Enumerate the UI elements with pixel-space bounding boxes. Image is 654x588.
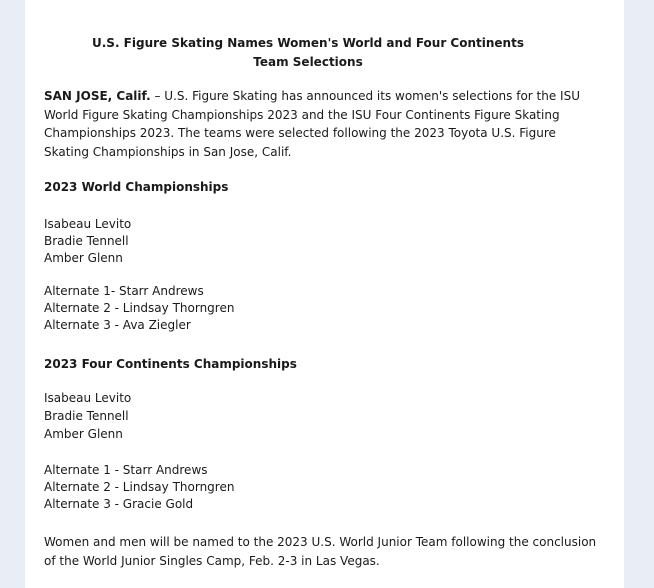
list-item: Amber Glenn: [44, 251, 123, 265]
intro-text: – U.S. Figure Skating has announced its women's selections for the ISU World Figure Skating Championships 2023 and the ISU Four Continents Figure Skating Championships 2023. The teams were selected following the 2023 Toyota U.S. Figure Skating Championships in San Jose, Calif.: [44, 89, 580, 159]
article-title-line-1: U.S. Figure Skating Names Women's World and Four Continents: [92, 36, 524, 50]
article-title-line-2: Team Selections: [253, 55, 363, 69]
list-item: Alternate 2 - Lindsay Thorngren: [44, 480, 235, 494]
list-item: Bradie Tennell: [44, 409, 129, 423]
dateline: SAN JOSE, Calif.: [44, 89, 151, 103]
closing-paragraph: Women and men will be named to the 2023 U.S. World Junior Team following the conclusion of the World Junior Singles Camp, Feb. 2-3 in Las Vegas.: [44, 535, 597, 568]
article-page: [25, 0, 624, 588]
list-item: Alternate 2 - Lindsay Thorngren: [44, 301, 235, 315]
four-continents-alternates-list: [44, 462, 234, 513]
worlds-alternates-list: [44, 283, 234, 334]
four-continents-team-list: [44, 389, 131, 443]
list-item: Alternate 3 - Gracie Gold: [44, 497, 194, 511]
four-continents-heading: 2023 Four Continents Championships: [44, 357, 297, 371]
list-item: Amber Glenn: [44, 427, 123, 441]
worlds-heading: 2023 World Championships: [44, 180, 229, 194]
list-item: Isabeau Levito: [44, 217, 132, 231]
list-item: Isabeau Levito: [44, 391, 132, 405]
list-item: Alternate 1 - Starr Andrews: [44, 463, 208, 477]
intro-paragraph: [44, 87, 604, 161]
list-item: Alternate 3 - Ava Ziegler: [44, 318, 191, 332]
list-item: Alternate 1- Starr Andrews: [44, 284, 204, 298]
article-title: [25, 34, 591, 72]
list-item: Bradie Tennell: [44, 234, 129, 248]
worlds-team-list: [44, 216, 131, 267]
